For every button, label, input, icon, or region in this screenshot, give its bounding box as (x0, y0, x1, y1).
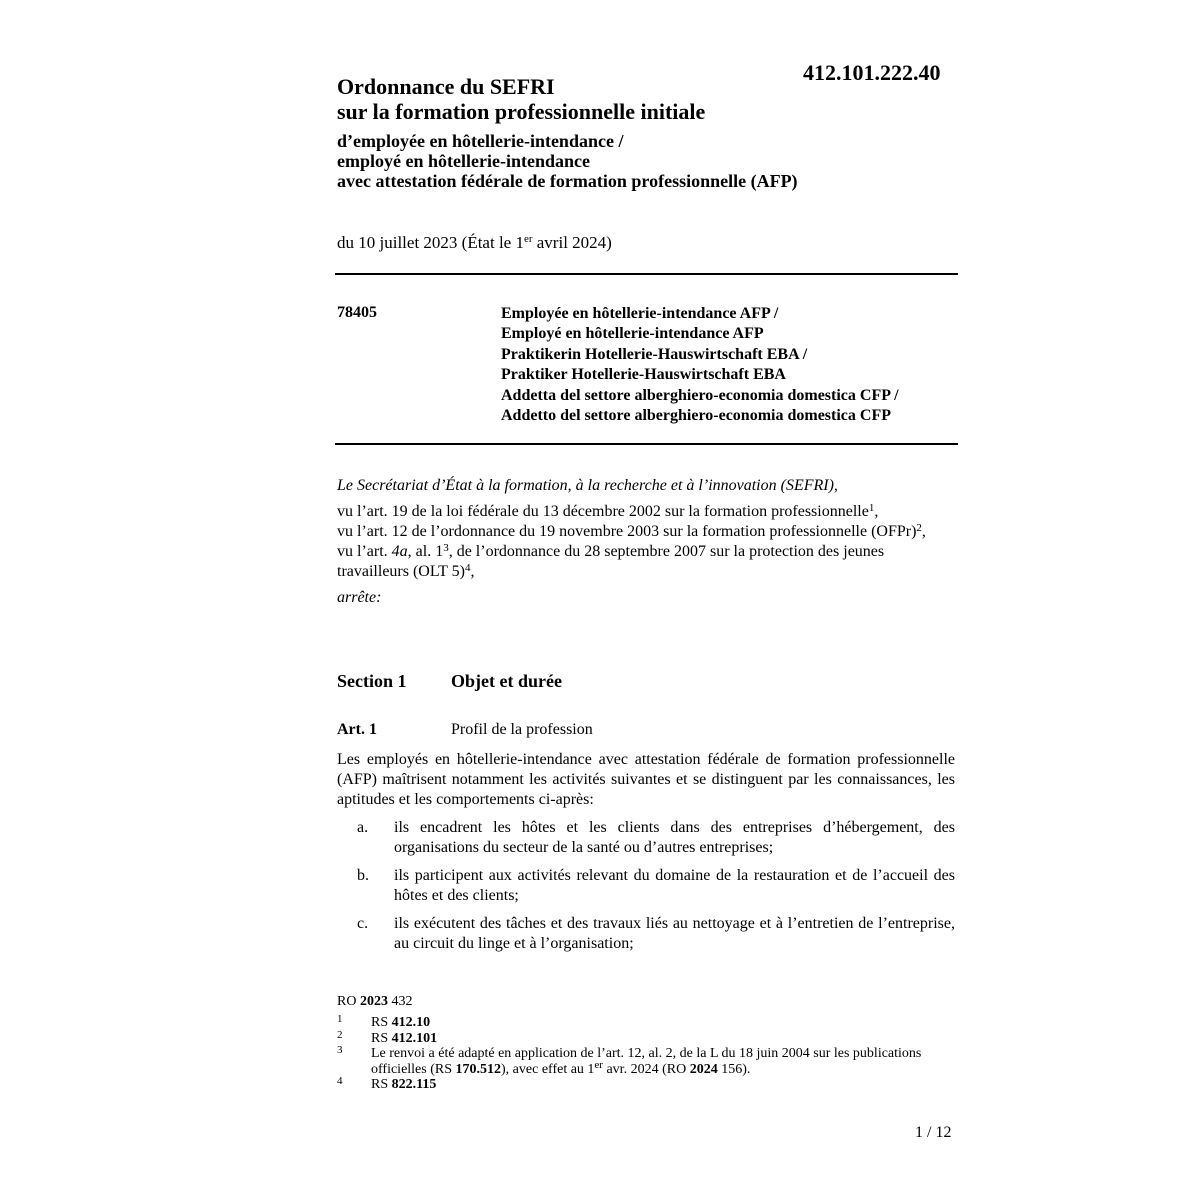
ordinance-title (337, 74, 807, 124)
profession-names (501, 304, 899, 426)
profession-name: Addetta del settore alberghiero-economia domestica CFP / (501, 386, 899, 404)
profession-name: Employé en hôtellerie-intendance AFP (501, 325, 764, 343)
preamble (337, 476, 958, 608)
ro-reference: RO 2023 432 (337, 994, 413, 1009)
legal-basis: vu l’art. 19 de la loi fédérale du 13 décembre 2002 sur la formation professionnelle$^1$, (337, 502, 879, 520)
article-list (337, 818, 955, 962)
subtitle-line: d’employée en hôtellerie-intendance / (337, 131, 624, 151)
list-item: c. ils exécutent des tâches et des travaux liés au nettoyage et à l’entretien de l’entreprise, au circuit du linge et à l’organisation; (357, 915, 955, 952)
document-page (337, 0, 958, 1200)
subtitle-line: employé en hôtellerie-intendance (337, 151, 590, 171)
preamble-decision: arrête: (337, 589, 382, 606)
profession-name: Praktikerin Hotellerie-Hauswirtschaft EBA / (501, 345, 808, 363)
section-heading: Section 1 Objet et durée (337, 671, 562, 691)
preamble-authority: Le Secrétariat d’État à la formation, à la recherche et à l’innovation (SEFRI), (337, 477, 838, 494)
title-line: Ordonnance du SEFRI (337, 74, 555, 99)
rs-link[interactable]: 822.115 (391, 1077, 437, 1092)
footnote-ref[interactable]: 3 (443, 542, 449, 554)
ordinance-date: du 10 juillet 2023 (État le 1er avril 2024) (337, 233, 612, 252)
footnote-ref[interactable]: 1 (868, 502, 875, 514)
page-number: 1 / 12 (915, 1124, 952, 1141)
profession-name: Addetto del settore alberghiero-economia domestica CFP (501, 407, 891, 425)
divider (335, 443, 958, 445)
footnote: 3 Le renvoi a été adapté en application de l’art. 12, al. 2, de la L du 18 juin 2004 sur les publications officielles (RS 170.512), avec effet au 1er avr. 2024 (RO 2024 156). (337, 1044, 922, 1077)
article-intro: Les employés en hôtellerie-intendance avec attestation fédérale de formation professionnelle (AFP) maîtrisent notamment les activités suivantes et se distinguent par les connaissances, les aptitudes et les comportements ci-après: (337, 751, 955, 808)
footnote: 2 RS 412.101 (337, 1028, 438, 1046)
rs-number: 412.101.222.40 (803, 60, 941, 85)
title-line: sur la formation professionnelle initiale (337, 99, 706, 124)
footnotes (337, 1015, 955, 1093)
divider (335, 273, 958, 275)
footnote-ref[interactable]: 2 (916, 522, 922, 534)
footnote: 4 RS 822.115 (337, 1075, 437, 1092)
ordinance-subtitle (337, 131, 958, 191)
profession-code: 78405 (337, 304, 377, 321)
profession-name: Praktiker Hotellerie-Hauswirtschaft EBA (501, 366, 786, 384)
footnote: 1 RS 412.10 (337, 1013, 431, 1030)
legal-basis: vu l’art. 12 de l’ordonnance du 19 novembre 2003 sur la formation professionnelle (OFPr)$^2$, (337, 522, 926, 540)
list-item: b. ils participent aux activités relevant du domaine de la restauration et de l’accueil des hôtes et des clients; (357, 867, 955, 904)
rs-link[interactable]: 412.101 (391, 1030, 438, 1046)
subtitle-line: avec attestation fédérale de formation professionnelle (AFP) (337, 171, 798, 191)
footnote-ref[interactable]: 4 (464, 562, 471, 574)
legal-basis: vu l’art. 4a, al. $1^3$, de l’ordonnance du 28 septembre 2007 sur la protection des jeunes travailleurs (OLT 5)$^4$, (337, 542, 885, 580)
ro-link[interactable]: 2024 (689, 1061, 718, 1077)
list-item: a. ils encadrent les hôtes et les clients dans des entreprises d’hébergement, des organisations du secteur de la santé ou d’autres entreprises; (357, 819, 955, 856)
article-heading: Art. 1 Profil de la profession (337, 721, 593, 738)
rs-link[interactable]: 412.10 (391, 1015, 431, 1030)
profession-name: Employée en hôtellerie-intendance AFP / (501, 305, 779, 322)
rs-link[interactable]: 170.512 (455, 1061, 502, 1077)
